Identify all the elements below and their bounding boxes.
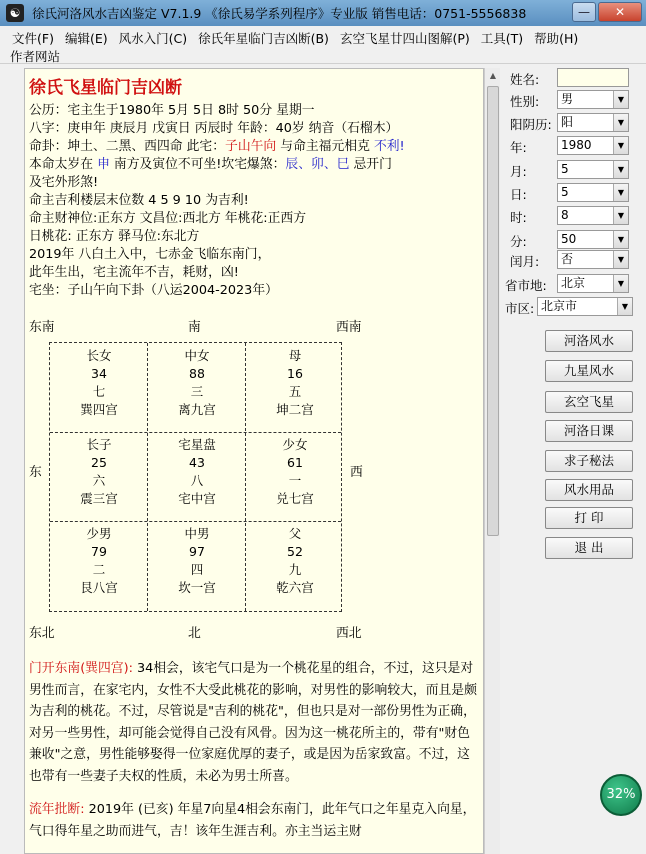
bazi-line: 八字：庚申年 庚辰月 戊寅日 丙辰时 年龄：40岁 纳音（石榴木） <box>29 121 399 136</box>
gender-select[interactable]: 男 ▼ <box>557 90 629 109</box>
leap-month-label: 闰月: <box>510 254 540 269</box>
name-label: 姓名: <box>510 72 540 87</box>
year-label: 年: <box>510 140 527 155</box>
mingua-verdict: 不利! <box>373 139 405 154</box>
chevron-down-icon[interactable]: ▼ <box>613 231 628 248</box>
dir-west: 西 <box>350 465 363 480</box>
xingsha-line: 及宅外形煞! <box>29 175 99 190</box>
day-select[interactable]: 5 ▼ <box>557 183 629 202</box>
menu-bar <box>0 26 646 64</box>
mingua-text-2: 与命主福元相克 <box>276 139 374 154</box>
title-bar <box>0 0 646 26</box>
year-analysis-body: 2019年 (已亥) 年星7向星4相会东南门，此年气口之年星克入向星，气口得年星之助而进气，吉！该年生涯吉利。亦主当运主财 <box>29 802 476 839</box>
chevron-down-icon[interactable]: ▼ <box>613 251 628 268</box>
hour-select[interactable]: 8 ▼ <box>557 206 629 225</box>
app-icon: ☯ <box>6 4 24 22</box>
vertical-scrollbar[interactable] <box>484 68 500 854</box>
chevron-down-icon[interactable]: ▼ <box>613 207 628 224</box>
jiuxing-fengshui-button[interactable]: 九星风水 <box>545 360 633 382</box>
district-label: 市区: <box>505 301 535 316</box>
result-panel <box>24 68 484 854</box>
menu-flying-star[interactable]: 玄空飞星廿四山图解(P) <box>339 31 470 46</box>
minute-select[interactable]: 50 ▼ <box>557 230 629 249</box>
province-select[interactable]: 北京 ▼ <box>557 274 629 293</box>
province-label: 省市地: <box>505 278 547 293</box>
menu-edit[interactable]: 编辑(E) <box>64 31 108 46</box>
chevron-down-icon[interactable]: ▼ <box>613 91 628 108</box>
menu-author-site[interactable]: 作者网站 <box>10 49 61 64</box>
grid-cell-zhen: 长子 25 六 震三宫 <box>80 437 118 506</box>
year-analysis-title: 流年批断: <box>29 802 85 817</box>
day-label: 日: <box>510 187 527 202</box>
taisui-branch: 申 <box>97 157 110 172</box>
minimize-button[interactable]: — <box>572 2 596 22</box>
grid-cell-xun: 长女 34 七 巽四宫 <box>80 348 118 417</box>
mingua-text: 命卦：坤土、二黑、西四命 此宅： <box>29 139 226 154</box>
minute-label: 分: <box>510 234 527 249</box>
district-select[interactable]: 北京市 ▼ <box>537 297 633 316</box>
client-area <box>0 64 646 854</box>
grid-cell-kan: 中男 97 四 坎一宫 <box>178 526 216 595</box>
menu-file[interactable]: 文件(F) <box>12 31 54 46</box>
dir-southwest: 西南 <box>336 320 362 335</box>
year-line: 2019年 八白土入中，七赤金飞临东南门， <box>29 247 271 262</box>
grid-cell-gen: 少男 79 二 艮八宫 <box>80 526 118 595</box>
house-orientation: 子山午向 <box>225 139 277 154</box>
calendar-label: 阳阴历: <box>510 117 552 132</box>
grid-cell-center: 宅星盘 43 八 宅中宫 <box>178 437 216 506</box>
grid-cell-kun: 母 16 五 坤二宫 <box>276 348 314 417</box>
caishen-line: 命主财神位:正东方 文昌位:西北方 年桃花:正西方 <box>29 211 307 226</box>
floor-line: 命主吉利楼层末位数 4 5 9 10 为吉利! <box>29 193 249 208</box>
calendar-select[interactable]: 阳 ▼ <box>557 113 629 132</box>
menu-help[interactable]: 帮助(H) <box>534 31 579 46</box>
year-select[interactable]: 1980 ▼ <box>557 136 629 155</box>
window-title: 徐氏河洛风水吉凶鉴定 V7.1.9 《徐氏易学系列程序》专业版 销售电话：0751-5556838 <box>32 6 527 21</box>
house-seat-line: 宅坐：子山午向下卦（八运2004-2023年） <box>29 283 278 298</box>
taisui-text-3: 忌开门 <box>349 157 392 172</box>
qiuzi-mifa-button[interactable]: 求子秘法 <box>545 450 633 472</box>
hour-label: 时: <box>510 210 527 225</box>
taisui-line <box>29 153 392 172</box>
fengshui-goods-button[interactable]: 风水用品 <box>545 479 633 501</box>
xuankong-feixing-button[interactable]: 玄空飞星 <box>545 391 633 413</box>
print-button[interactable]: 打 印 <box>545 507 633 529</box>
dir-northeast: 东北 <box>29 626 55 641</box>
chevron-down-icon[interactable]: ▼ <box>617 298 632 315</box>
chevron-down-icon[interactable]: ▼ <box>613 184 628 201</box>
door-analysis <box>29 658 479 788</box>
menu-year-star[interactable]: 徐氏年星临门吉凶断(B) <box>198 31 329 46</box>
scroll-thumb[interactable] <box>487 86 499 536</box>
dir-east: 东 <box>29 465 42 480</box>
grid-cell-dui: 少女 61 一 兑七宫 <box>276 437 314 506</box>
flying-star-grid <box>49 342 342 612</box>
close-button[interactable]: ✕ <box>598 2 642 22</box>
chevron-down-icon[interactable]: ▼ <box>613 275 628 292</box>
taohua-line: 日桃花: 正东方 驿马位:东北方 <box>29 229 200 244</box>
taisui-text-2: 南方及寅位不可坐!坎宅爆煞： <box>109 157 286 172</box>
dir-south: 南 <box>188 320 201 335</box>
birth-line: 公历：宅主生于1980年 5月 5日 8时 50分 星期一 <box>29 103 315 118</box>
progress-badge[interactable]: 32% <box>600 774 642 816</box>
dir-northwest: 西北 <box>336 626 362 641</box>
hetu-fengshui-button[interactable]: 河洛风水 <box>545 330 633 352</box>
month-label: 月: <box>510 164 527 179</box>
result-heading: 徐氏飞星临门吉凶断 <box>29 78 182 98</box>
hetu-rike-button[interactable]: 河洛日课 <box>545 420 633 442</box>
grid-cell-li: 中女 88 三 离九宫 <box>178 348 216 417</box>
menu-fengshui-intro[interactable]: 风水入门(C) <box>118 31 188 46</box>
dir-north: 北 <box>188 626 201 641</box>
exit-button[interactable]: 退 出 <box>545 537 633 559</box>
taisui-sha: 辰、卯、巳 <box>285 157 350 172</box>
door-analysis-body: 34相会，该宅气口是为一个桃花星的组合，不过，这只是对男性而言，在家宅内，女性不大受此桃花的影响，对男性的影响较大，而且是颇为吉利的桃花。不过，尽管说是"吉利的桃花"，但也只是对一部份男性为正确，对另一些男性，却可能会觉得自己没有风骨。因为这一桃花所主的，带有"财色兼收"之意，男性能够娶得一位家庭优厚的妻子，或是因为岳家致富。不过，这也带有一些妻子夫权的性质，未必为男士所喜。 <box>29 661 477 784</box>
year-verdict-line: 此年生出，宅主流年不吉，耗财，凶! <box>29 265 239 280</box>
taisui-text: 本命太岁在 <box>29 157 98 172</box>
year-analysis <box>29 799 479 842</box>
month-select[interactable]: 5 ▼ <box>557 160 629 179</box>
leap-month-select[interactable]: 否 ▼ <box>557 250 629 269</box>
name-input[interactable] <box>557 68 629 87</box>
dir-southeast: 东南 <box>29 320 55 335</box>
arrow-up-icon[interactable]: ▲ <box>489 71 497 80</box>
chevron-down-icon[interactable]: ▼ <box>613 114 628 131</box>
mingua-line <box>29 135 405 154</box>
gender-label: 性别: <box>510 94 540 109</box>
chevron-down-icon[interactable]: ▼ <box>613 137 628 154</box>
door-analysis-title: 门开东南(巽四宫): <box>29 661 133 676</box>
chevron-down-icon[interactable]: ▼ <box>613 161 628 178</box>
menu-tools[interactable]: 工具(T) <box>480 31 524 46</box>
grid-cell-qian: 父 52 九 乾六宫 <box>276 526 314 595</box>
